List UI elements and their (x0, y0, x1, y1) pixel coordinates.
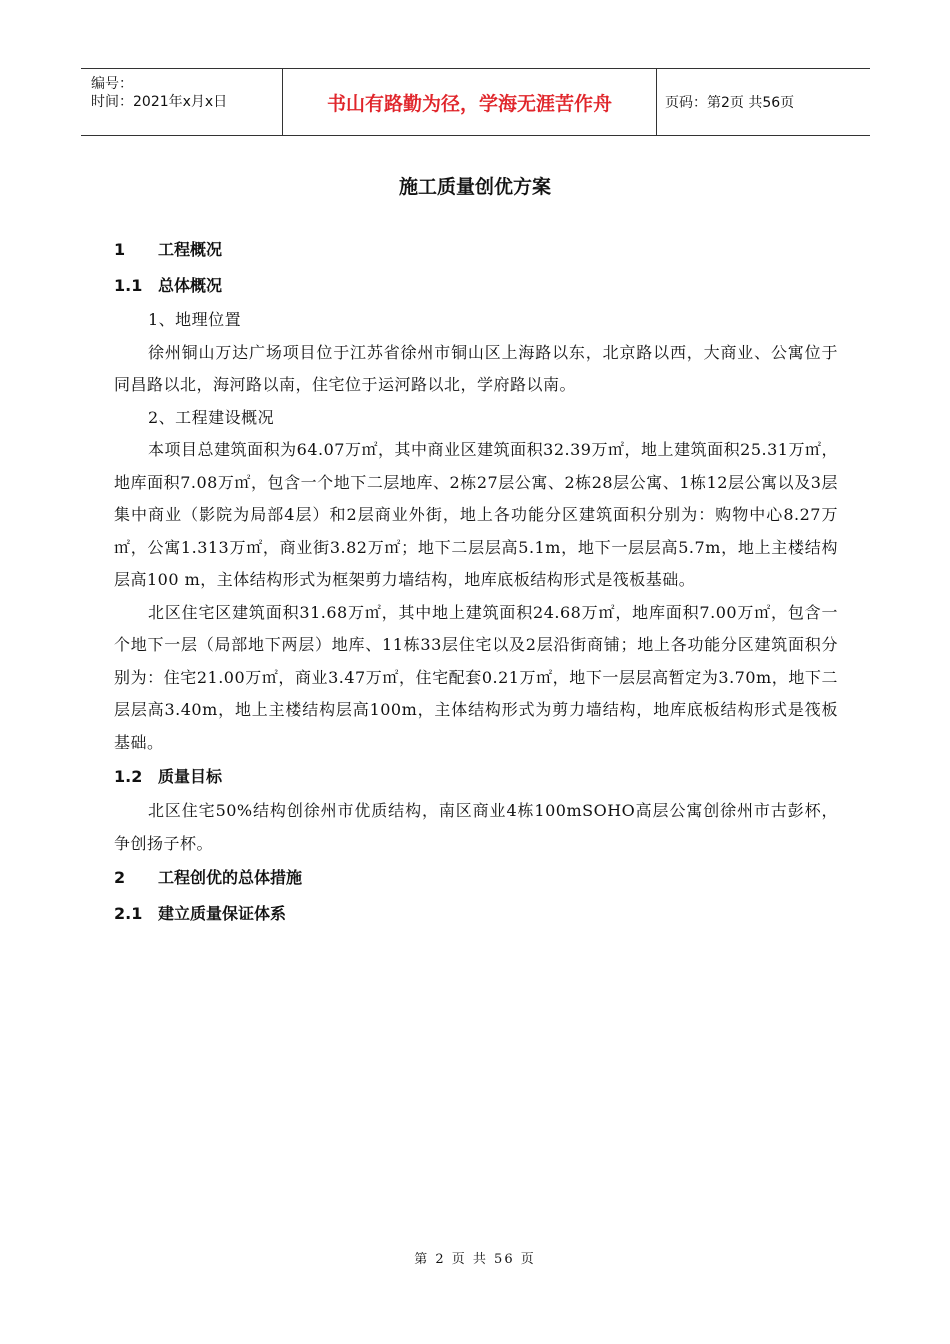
paragraph-quality-goal: 北区住宅50%结构创徐州市优质结构，南区商业4栋100mSOHO高层公寓创徐州市古彭杯，争创扬子杯。 (114, 801, 838, 853)
section-heading-2 (114, 860, 838, 896)
section-title: 工程概况 (158, 240, 223, 259)
header-page-number: 页码：第2页 共56页 (665, 95, 795, 111)
section-title: 质量目标 (158, 767, 223, 786)
section-title: 工程创优的总体措施 (158, 868, 303, 887)
item-construction-overview: 2、工程建设概况 (148, 407, 275, 427)
document-date-label: 时间：2021年x月x日 (91, 94, 228, 110)
header-info (81, 69, 282, 135)
section-number: 1.2 (114, 767, 143, 786)
document-title: 施工质量创优方案 (398, 176, 551, 198)
section-heading-1-1 (114, 268, 838, 304)
paragraph-residential-area: 北区住宅区建筑面积31.68万㎡，其中地上建筑面积24.68万㎡，地库面积7.00万㎡，包含一个地下一层（局部地下两层）地库、11栋33层住宅以及2层沿街商铺；地上各功能分区建筑面积分别为：住宅21.00万㎡，商业3.47万㎡，住宅配套0.21万㎡，地下一层层高暂定为3.70m，地下二层层高3.40m，地上主楼结构层高100m，主体结构形式为剪力墙结构，地库底板结构形式是筏板基础。 (114, 602, 838, 752)
section-number: 1.1 (114, 276, 143, 295)
section-heading-2-1 (114, 896, 838, 932)
section-number: 2.1 (114, 904, 143, 923)
section-heading-1 (114, 232, 838, 268)
section-number: 2 (114, 868, 126, 887)
item-location: 1、地理位置 (148, 310, 242, 329)
paragraph-location: 徐州铜山万达广场项目位于江苏省徐州市铜山区上海路以东，北京路以西，大商业、公寓位于同昌路以北，海河路以南，住宅位于运河路以北，学府路以南。 (114, 342, 838, 394)
section-title: 建立质量保证体系 (158, 904, 287, 923)
section-heading-1-2 (114, 759, 838, 795)
page-footer: 第 2 页 共 56 页 (414, 1252, 536, 1267)
header-motto: 书山有路勤为径，学海无涯苦作舟 (282, 69, 657, 135)
page-header (81, 68, 870, 136)
document-body (114, 232, 838, 932)
section-number: 1 (114, 240, 126, 259)
section-title: 总体概况 (158, 276, 223, 295)
document-number-label: 编号： (91, 76, 133, 92)
paragraph-commercial-area: 本项目总建筑面积为64.07万㎡，其中商业区建筑面积32.39万㎡，地上建筑面积25.31万㎡，地库面积7.08万㎡，包含一个地下二层地库、2栋27层公寓、2栋28层公寓、1栋12层公寓以及3层集中商业（影院为局部4层）和2层商业外街，地上各功能分区建筑面积分别为：购物中心8.27万㎡，公寓1.313万㎡，商业街3.82万㎡；地下二层层高5.1m，地下一层层高5.7m，地上主楼结构层高100 m，主体结构形式为框架剪力墙结构，地库底板结构形式是筏板基础。 (114, 440, 838, 589)
